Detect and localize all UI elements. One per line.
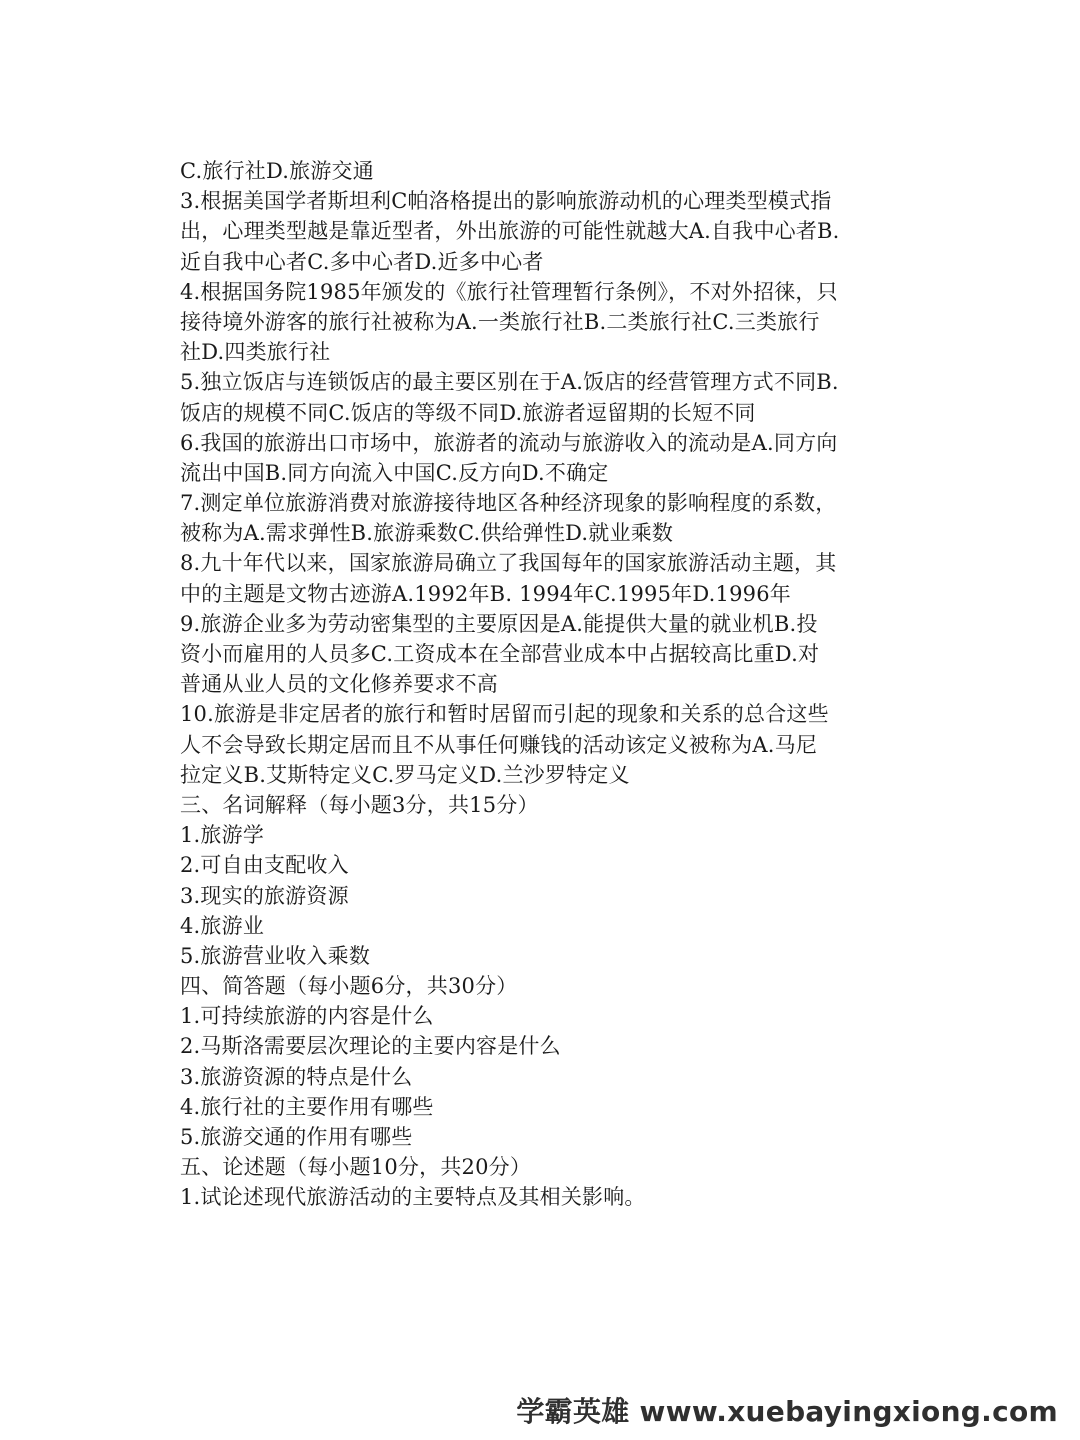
question-4-line-1: 4.根据国务院1985年颁发的《旅行社管理暂行条例》，不对外招徕，只 [180, 279, 838, 304]
short-answer-3: 3.旅游资源的特点是什么 [180, 1064, 413, 1089]
term-3: 3.现实的旅游资源 [180, 883, 349, 908]
essay-1: 1.试论述现代旅游活动的主要特点及其相关影响。 [180, 1185, 646, 1210]
document-body [180, 156, 910, 1213]
section-5-heading: 五、论述题（每小题10分，共20分） [180, 1155, 532, 1180]
question-3-line-2: 出，心理类型越是靠近型者，外出旅游的可能性就越大A.自我中心者B. [180, 219, 840, 244]
question-7-line-1: 7.测定单位旅游消费对旅游接待地区各种经济现象的影响程度的系数， [180, 491, 837, 516]
question-4-line-3: 社D.四类旅行社 [180, 340, 331, 365]
question-8-line-2: 中的主题是文物古迹游A.1992年B. 1994年C.1995年D.1996年 [180, 581, 791, 606]
question-9-line-2: 资小而雇用的人员多C.工资成本在全部营业成本中占据较高比重D.对 [180, 642, 820, 666]
text-line: C.旅行社D.旅游交通 [180, 159, 374, 183]
question-5-line-2: 饭店的规模不同C.饭店的等级不同D.旅游者逗留期的长短不同 [180, 400, 756, 425]
question-7-line-2: 被称为A.需求弹性B.旅游乘数C.供给弹性D.就业乘数 [180, 521, 674, 546]
question-6-line-1: 6.我国的旅游出口市场中，旅游者的流动与旅游收入的流动是A.同方向 [180, 430, 838, 455]
section-3-heading: 三、名词解释（每小题3分，共15分） [180, 792, 539, 817]
short-answer-1: 1.可持续旅游的内容是什么 [180, 1004, 434, 1029]
watermark-url: www.xuebayingxiong.com [639, 1395, 1058, 1428]
short-answer-4: 4.旅行社的主要作用有哪些 [180, 1094, 434, 1119]
short-answer-2: 2.马斯洛需要层次理论的主要内容是什么 [180, 1034, 561, 1059]
question-4-line-2: 接待境外游客的旅行社被称为A.一类旅行社B.二类旅行社C.三类旅行 [180, 309, 820, 334]
question-3-line-3: 近自我中心者C.多中心者D.近多中心者 [180, 249, 544, 274]
question-9-line-3: 普通从业人员的文化修养要求不高 [180, 672, 498, 697]
term-2: 2.可自由支配收入 [180, 853, 349, 878]
question-10-line-2: 人不会导致长期定居而且不从事任何赚钱的活动该定义被称为A.马尼 [180, 732, 818, 757]
section-4-heading: 四、简答题（每小题6分，共30分） [180, 974, 518, 999]
short-answer-5: 5.旅游交通的作用有哪些 [180, 1125, 413, 1149]
term-1: 1.旅游学 [180, 823, 265, 848]
question-9-line-1: 9.旅游企业多为劳动密集型的主要原因是A.能提供大量的就业机B.投 [180, 611, 818, 636]
term-5: 5.旅游营业收入乘数 [180, 943, 371, 968]
question-10-line-1: 10.旅游是非定居者的旅行和暂时居留而引起的现象和关系的总合这些 [180, 702, 829, 727]
question-8-line-1: 8.九十年代以来，国家旅游局确立了我国每年的国家旅游活动主题，其 [180, 551, 837, 576]
term-4: 4.旅游业 [180, 913, 265, 938]
question-5-line-1: 5.独立饭店与连锁饭店的最主要区别在于A.饭店的经营管理方式不同B. [180, 370, 839, 395]
question-3-line-1: 3.根据美国学者斯坦利C帕洛格提出的影响旅游动机的心理类型模式指 [180, 189, 832, 214]
watermark-footer [516, 1390, 1058, 1430]
question-10-line-3: 拉定义B.艾斯特定义C.罗马定义D.兰沙罗特定义 [180, 762, 630, 787]
question-6-line-2: 流出中国B.同方向流入中国C.反方向D.不确定 [180, 460, 609, 485]
watermark-brand: 学霸英雄 [516, 1395, 630, 1428]
